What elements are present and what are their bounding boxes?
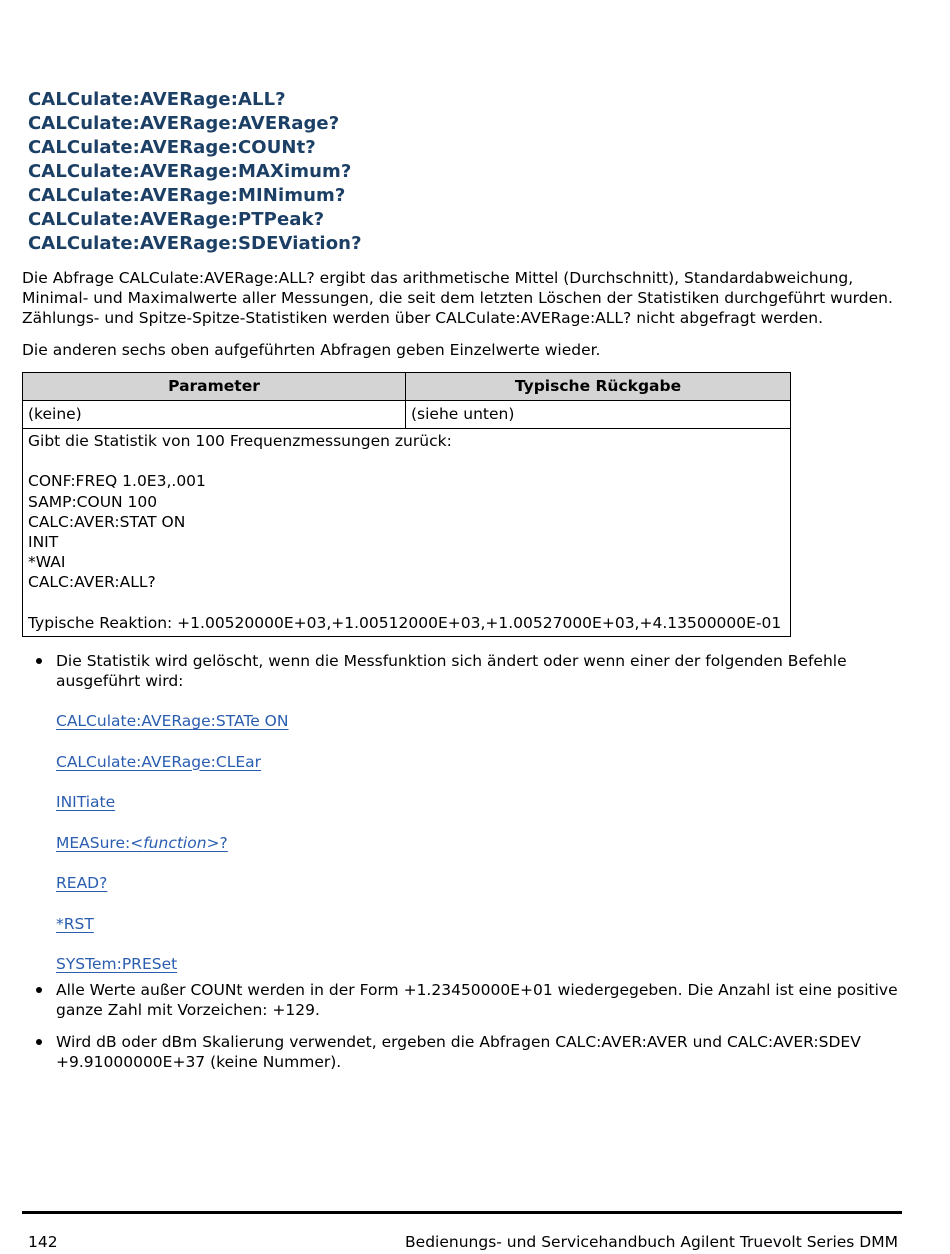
example-code-line: *WAI (28, 553, 66, 572)
link-rst[interactable]: *RST (56, 914, 94, 933)
example-blank-line (28, 451, 785, 471)
intro-paragraph: Die Abfrage CALCulate:AVERage:ALL? ergibt das arithmetische Mittel (Durchschnitt), Standardabweichung, Minimal- und Maximalwerte aller Messungen, die seit dem letzten Löschen der Statistiken durchgeführt wurden. Zählungs- und Spitze-Spitze-Statistiken werden über CALCulate:AVERage:ALL? nicht abgefragt werden. (22, 269, 893, 327)
bullet-icon (36, 987, 42, 993)
link-system-preset[interactable]: SYSTem:PRESet (56, 955, 178, 973)
table-header-row (23, 373, 791, 401)
list-item (22, 980, 902, 1020)
footer-divider (22, 1211, 902, 1214)
heading-calc-aver-ptpeak: CALCulate:AVERage:PTPeak? (28, 209, 325, 230)
link-measure-prefix: MEASure:< (56, 833, 144, 852)
link-read[interactable]: READ? (56, 874, 108, 892)
cell-parameter: (keine) (23, 401, 406, 429)
link-calc-aver-state-on[interactable]: CALCulate:AVERage:STATe ON (56, 712, 289, 730)
bullet-text: Alle Werte außer COUNt werden in der Form +1.23450000E+01 wiedergegeben. Die Anzahl ist eine positive ganze Zahl mit Vorzeichen: +129. (56, 980, 898, 1019)
example-code-line: CONF:FREQ 1.0E3,.001 (28, 472, 206, 491)
link-initiate[interactable]: INITiate (56, 793, 116, 811)
link-measure-function-word: function (143, 833, 207, 852)
heading-calc-aver-sdev: CALCulate:AVERage:SDEViation? (28, 233, 362, 254)
command-headings (28, 88, 362, 256)
notes-list (22, 651, 902, 1072)
table-row (23, 401, 791, 429)
bullet-icon (36, 658, 42, 664)
header-parameter: Parameter (23, 373, 406, 401)
list-item (22, 651, 902, 975)
cell-return: (siehe unten) (406, 401, 791, 429)
heading-calc-aver-max: CALCulate:AVERage:MAXimum? (28, 161, 352, 182)
example-code-line: CALC:AVER:STAT ON (28, 512, 186, 531)
parameter-table (22, 372, 791, 637)
example-blank-line (28, 593, 785, 613)
link-measure-suffix: >? (206, 833, 228, 852)
example-row (23, 429, 791, 637)
heading-calc-aver-all: CALCulate:AVERage:ALL? (28, 89, 286, 110)
command-links (56, 711, 902, 975)
footer-title: Bedienungs- und Servicehandbuch Agilent Truevolt Series DMM (405, 1233, 898, 1251)
heading-calc-aver-min: CALCulate:AVERage:MINimum? (28, 185, 346, 206)
link-calc-aver-clear[interactable]: CALCulate:AVERage:CLEar (56, 752, 262, 771)
heading-calc-aver-count: CALCulate:AVERage:COUNt? (28, 137, 316, 158)
example-intro: Gibt die Statistik von 100 Frequenzmessungen zurück: (28, 432, 452, 450)
link-measure-function[interactable] (56, 833, 228, 854)
example-code-line: SAMP:COUN 100 (28, 492, 158, 511)
heading-calc-aver-aver: CALCulate:AVERage:AVERage? (28, 113, 340, 134)
bullet-icon (36, 1039, 42, 1045)
bullet-text: Wird dB oder dBm Skalierung verwendet, ergeben die Abfragen CALC:AVER:AVER und CALC:AVER:SDEV +9.91000000E+37 (keine Nummer). (56, 1032, 861, 1071)
page-number: 142 (28, 1233, 58, 1251)
example-code-line: CALC:AVER:ALL? (28, 573, 156, 592)
header-typical-return: Typische Rückgabe (406, 373, 791, 401)
bullet-text: Die Statistik wird gelöscht, wenn die Messfunktion sich ändert oder wenn einer der folgenden Befehle ausgeführt wird: (56, 652, 847, 690)
example-cell (23, 429, 791, 637)
example-result: Typische Reaktion: +1.00520000E+03,+1.00512000E+03,+1.00527000E+03,+4.13500000E-01 (28, 613, 782, 632)
intro-paragraph-2: Die anderen sechs oben aufgeführten Abfragen geben Einzelwerte wieder. (22, 341, 601, 359)
list-item (22, 1032, 902, 1072)
example-code-line: INIT (28, 533, 59, 551)
